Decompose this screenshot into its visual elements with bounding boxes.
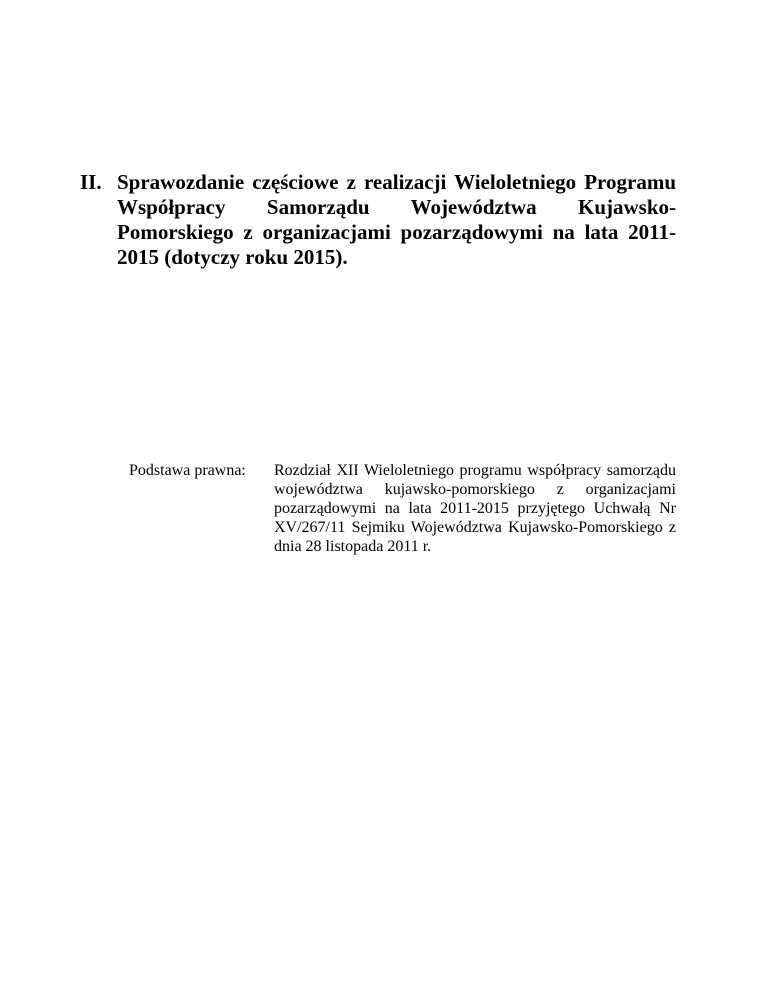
legal-basis-label: Podstawa prawna: <box>129 462 246 479</box>
legal-basis-text: Rozdział XII Wieloletniego programu współpracy samorządu województwa kujawsko-pomorskiego z organizacjami pozarządowymi na lata 2011-2015 przyjętego Uchwałą Nr XV/267/11 Sejmiku Województwa Kujawsko-Pomorskiego z dnia 28 listopada 2011 r. <box>274 462 676 555</box>
legal-basis <box>129 461 676 556</box>
section-heading <box>80 170 676 270</box>
section-number: II. <box>80 170 102 194</box>
section-title: Sprawozdanie częściowe z realizacji Wieloletniego Programu Współpracy Samorządu Województwa Kujawsko-Pomorskiego z organizacjami pozarządowymi na lata 2011-2015 (dotyczy roku 2015). <box>117 170 676 269</box>
